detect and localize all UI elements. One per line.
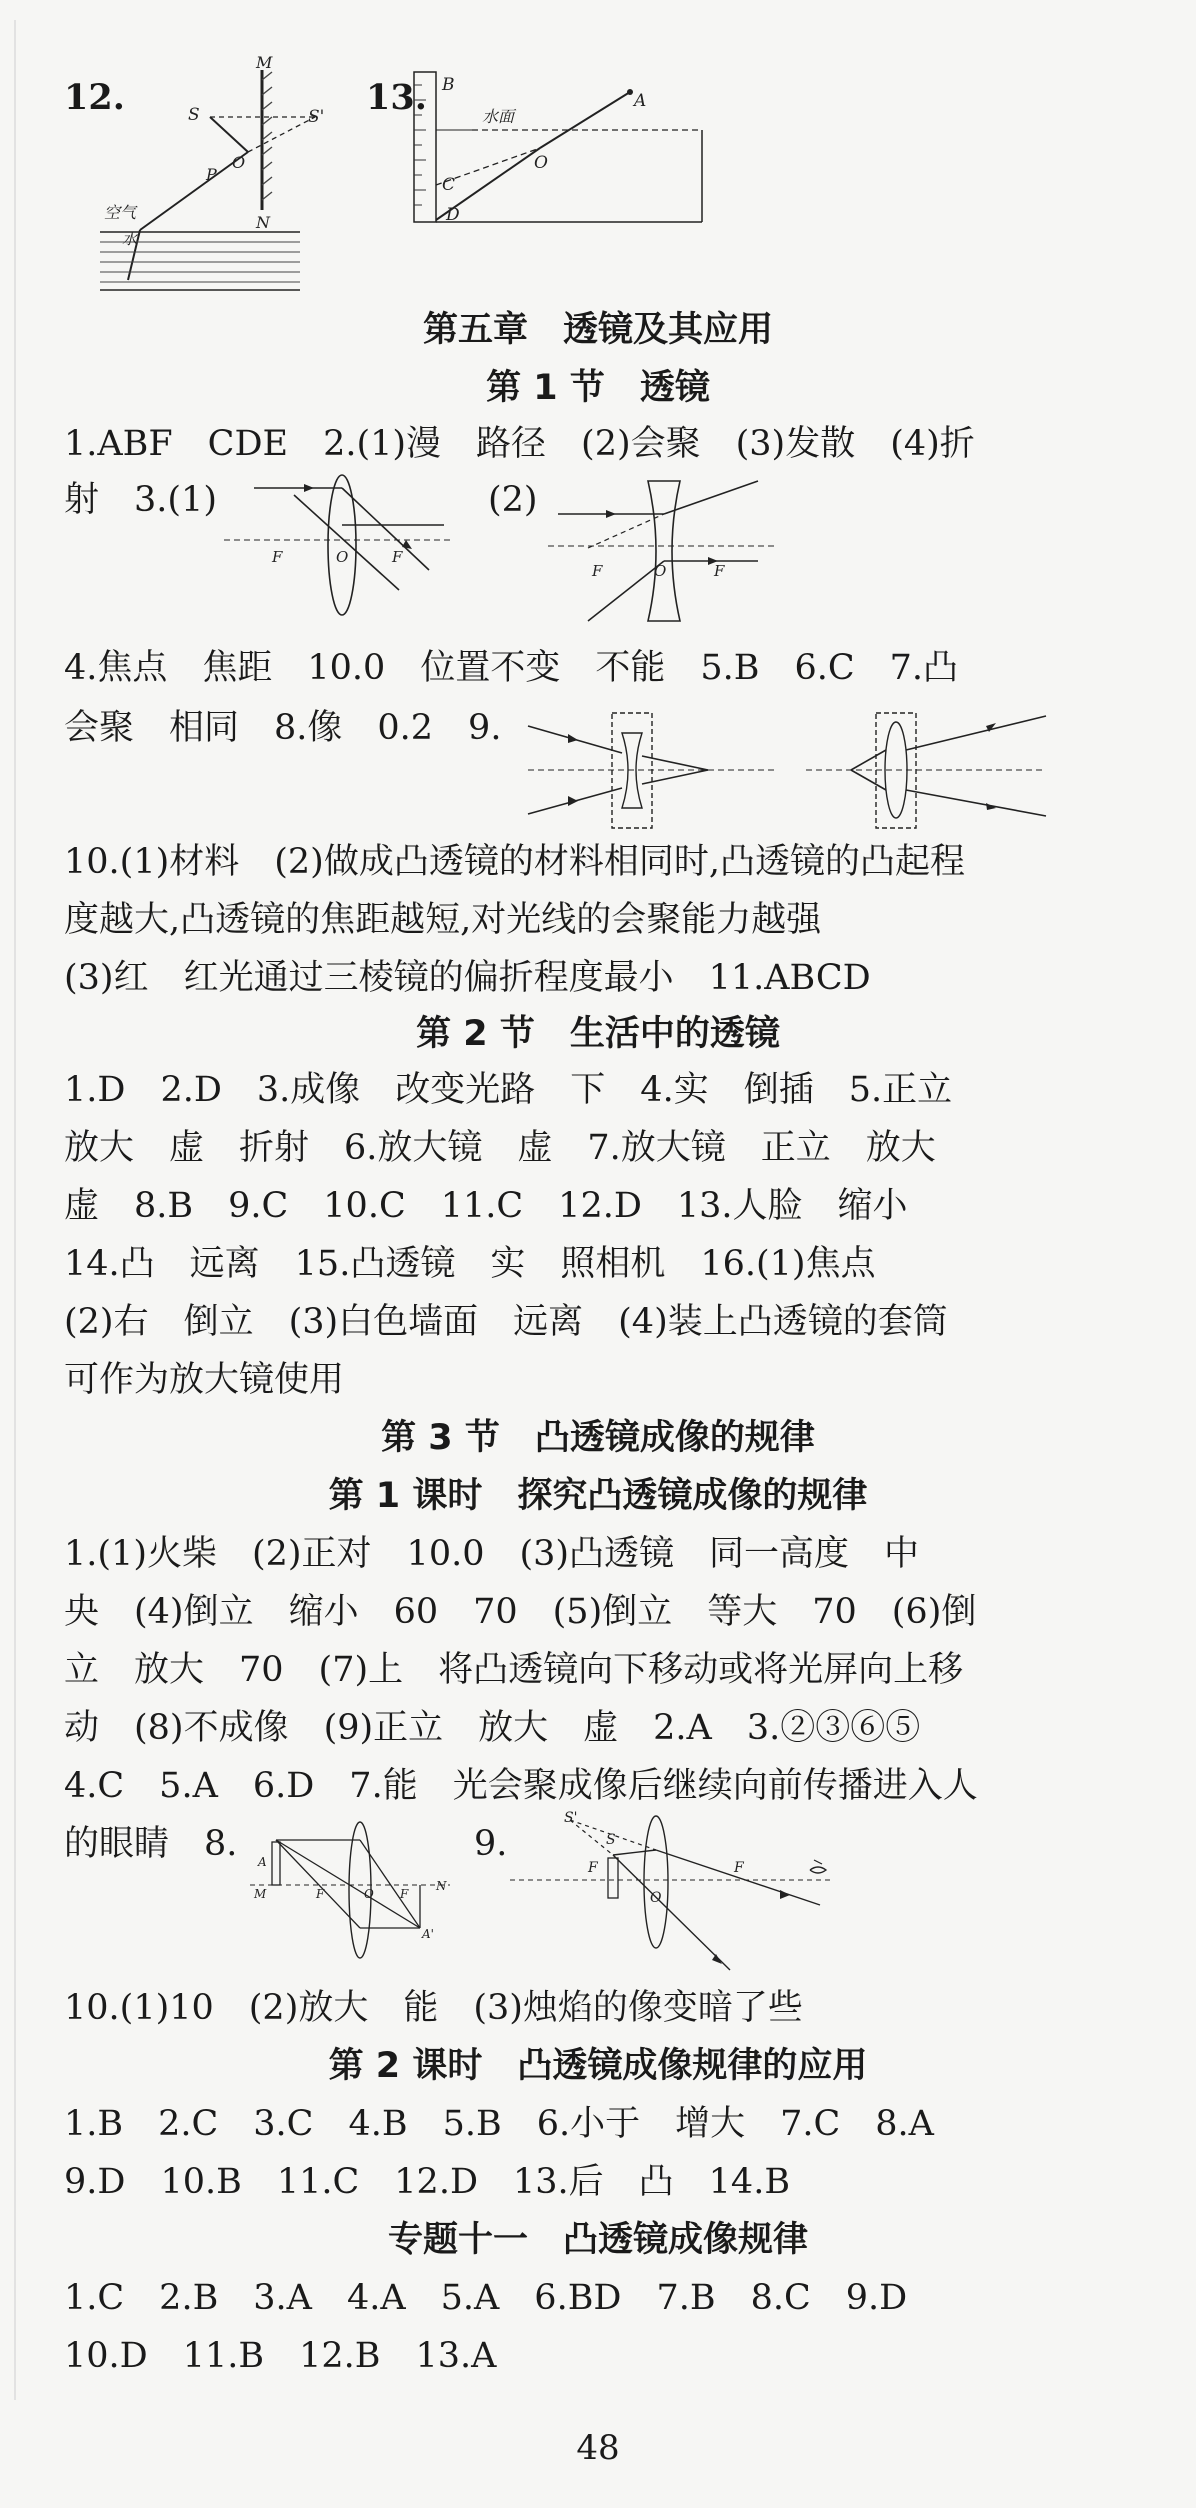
svg-text:M: M <box>256 53 273 72</box>
s3-line-6b: 9. <box>474 1824 508 1864</box>
s2-line-3: 虚 8.B 9.C 10.C 11.C 12.D 13.人脸 缩小 <box>64 1186 908 1226</box>
svg-text:水面: 水面 <box>482 107 515 126</box>
svg-text:O: O <box>534 153 548 173</box>
topic-line-2: 10.D 11.B 12.B 13.A <box>64 2336 497 2376</box>
svg-text:A: A <box>258 1855 267 1869</box>
lesson-2-title: 第 2 课时 凸透镜成像规律的应用 <box>328 2046 868 2086</box>
q13-refraction-diagram <box>412 70 712 240</box>
svg-text:P: P <box>206 165 217 184</box>
s1-line-6: 度越大,凸透镜的焦距越短,对光线的会聚能力越强 <box>64 900 822 940</box>
svg-text:A: A <box>634 91 647 111</box>
svg-text:N: N <box>436 1879 447 1893</box>
svg-text:F: F <box>392 548 403 566</box>
svg-text:F: F <box>400 1887 409 1901</box>
svg-text:C: C <box>442 175 456 195</box>
svg-text:O: O <box>336 548 349 566</box>
q13-number: 13. <box>366 77 427 118</box>
page-number: 48 <box>576 2428 620 2468</box>
svg-text:S: S <box>606 1832 616 1848</box>
boxed-concave-lens-diagram <box>528 708 778 838</box>
svg-text:O: O <box>232 153 246 172</box>
svg-text:S': S' <box>308 107 325 127</box>
s1-line-2b: (2) <box>488 480 538 520</box>
svg-text:A': A' <box>422 1927 434 1941</box>
s2-line-2: 放大 虚 折射 6.放大镜 虚 7.放大镜 正立 放大 <box>64 1128 936 1168</box>
q12-number: 12. <box>64 77 125 118</box>
svg-text:S': S' <box>564 1810 578 1826</box>
svg-text:O: O <box>650 1890 662 1906</box>
lesson-2-line-1: 1.B 2.C 3.C 4.B 5.B 6.小于 增大 7.C 8.A <box>64 2104 934 2144</box>
svg-text:M: M <box>254 1887 267 1901</box>
image-formation-diagram-9 <box>510 1810 840 1985</box>
svg-text:O: O <box>654 562 667 580</box>
concave-lens-diagram <box>548 476 778 626</box>
s2-line-6: 可作为放大镜使用 <box>64 1360 345 1400</box>
s3-line-6a: 的眼睛 8. <box>64 1824 238 1864</box>
s3-line-1: 1.(1)火柴 (2)正对 10.0 (3)凸透镜 同一高度 中 <box>64 1534 920 1574</box>
svg-text:F: F <box>714 562 725 580</box>
svg-text:F: F <box>588 1860 598 1876</box>
s2-line-4: 14.凸 远离 15.凸透镜 实 照相机 16.(1)焦点 <box>64 1244 876 1284</box>
image-formation-diagram-8 <box>250 1820 450 1970</box>
svg-text:空气: 空气 <box>104 203 137 222</box>
s1-line-5: 10.(1)材料 (2)做成凸透镜的材料相同时,凸透镜的凸起程 <box>64 842 965 882</box>
section-1-title: 第 1 节 透镜 <box>486 368 710 408</box>
lesson-1-title: 第 1 课时 探究凸透镜成像的规律 <box>328 1476 868 1516</box>
s1-line-1: 1.ABF CDE 2.(1)漫 路径 (2)会聚 (3)发散 (4)折 <box>64 424 975 464</box>
s2-line-5: (2)右 倒立 (3)白色墙面 远离 (4)装上凸透镜的套筒 <box>64 1302 948 1342</box>
s3-line-5: 4.C 5.A 6.D 7.能 光会聚成像后继续向前传播进入人 <box>64 1766 978 1806</box>
s3-line-3: 立 放大 70 (7)上 将凸透镜向下移动或将光屏向上移 <box>64 1650 964 1690</box>
svg-text:O: O <box>364 1887 374 1901</box>
s3-line-7: 10.(1)10 (2)放大 能 (3)烛焰的像变暗了些 <box>64 1988 803 2028</box>
boxed-convex-lens-diagram <box>806 708 1046 838</box>
s1-line-3: 4.焦点 焦距 10.0 位置不变 不能 5.B 6.C 7.凸 <box>64 648 959 688</box>
s3-line-4: 动 (8)不成像 (9)正立 放大 虚 2.A 3.②③⑥⑤ <box>64 1708 921 1748</box>
topic-title: 专题十一 凸透镜成像规律 <box>387 2220 808 2260</box>
svg-text:F: F <box>592 562 603 580</box>
s1-line-7: (3)红 红光通过三棱镜的偏折程度最小 11.ABCD <box>64 958 871 998</box>
svg-text:N: N <box>256 213 270 232</box>
q12-reflection-diagram <box>104 53 325 300</box>
s2-line-1: 1.D 2.D 3.成像 改变光路 下 4.实 倒插 5.正立 <box>64 1070 953 1110</box>
s1-line-2a: 射 3.(1) <box>64 480 217 520</box>
chapter-title: 第五章 透镜及其应用 <box>422 310 773 350</box>
lesson-2-line-2: 9.D 10.B 11.C 12.D 13.后 凸 14.B <box>64 2162 791 2202</box>
svg-text:D: D <box>446 205 460 225</box>
s3-line-2: 央 (4)倒立 缩小 60 70 (5)倒立 等大 70 (6)倒 <box>64 1592 977 1632</box>
svg-text:S: S <box>188 105 200 125</box>
svg-text:F: F <box>734 1860 744 1876</box>
section-3-title: 第 3 节 凸透镜成像的规律 <box>381 1418 815 1458</box>
svg-text:F: F <box>316 1887 325 1901</box>
svg-text:B: B <box>442 75 455 95</box>
section-2-title: 第 2 节 生活中的透镜 <box>416 1014 780 1054</box>
s1-line-4: 会聚 相同 8.像 0.2 9. <box>64 708 502 748</box>
topic-line-1: 1.C 2.B 3.A 4.A 5.A 6.BD 7.B 8.C 9.D <box>64 2278 908 2318</box>
svg-text:水: 水 <box>122 230 138 248</box>
convex-lens-diagram <box>224 470 454 620</box>
svg-text:F: F <box>272 548 283 566</box>
